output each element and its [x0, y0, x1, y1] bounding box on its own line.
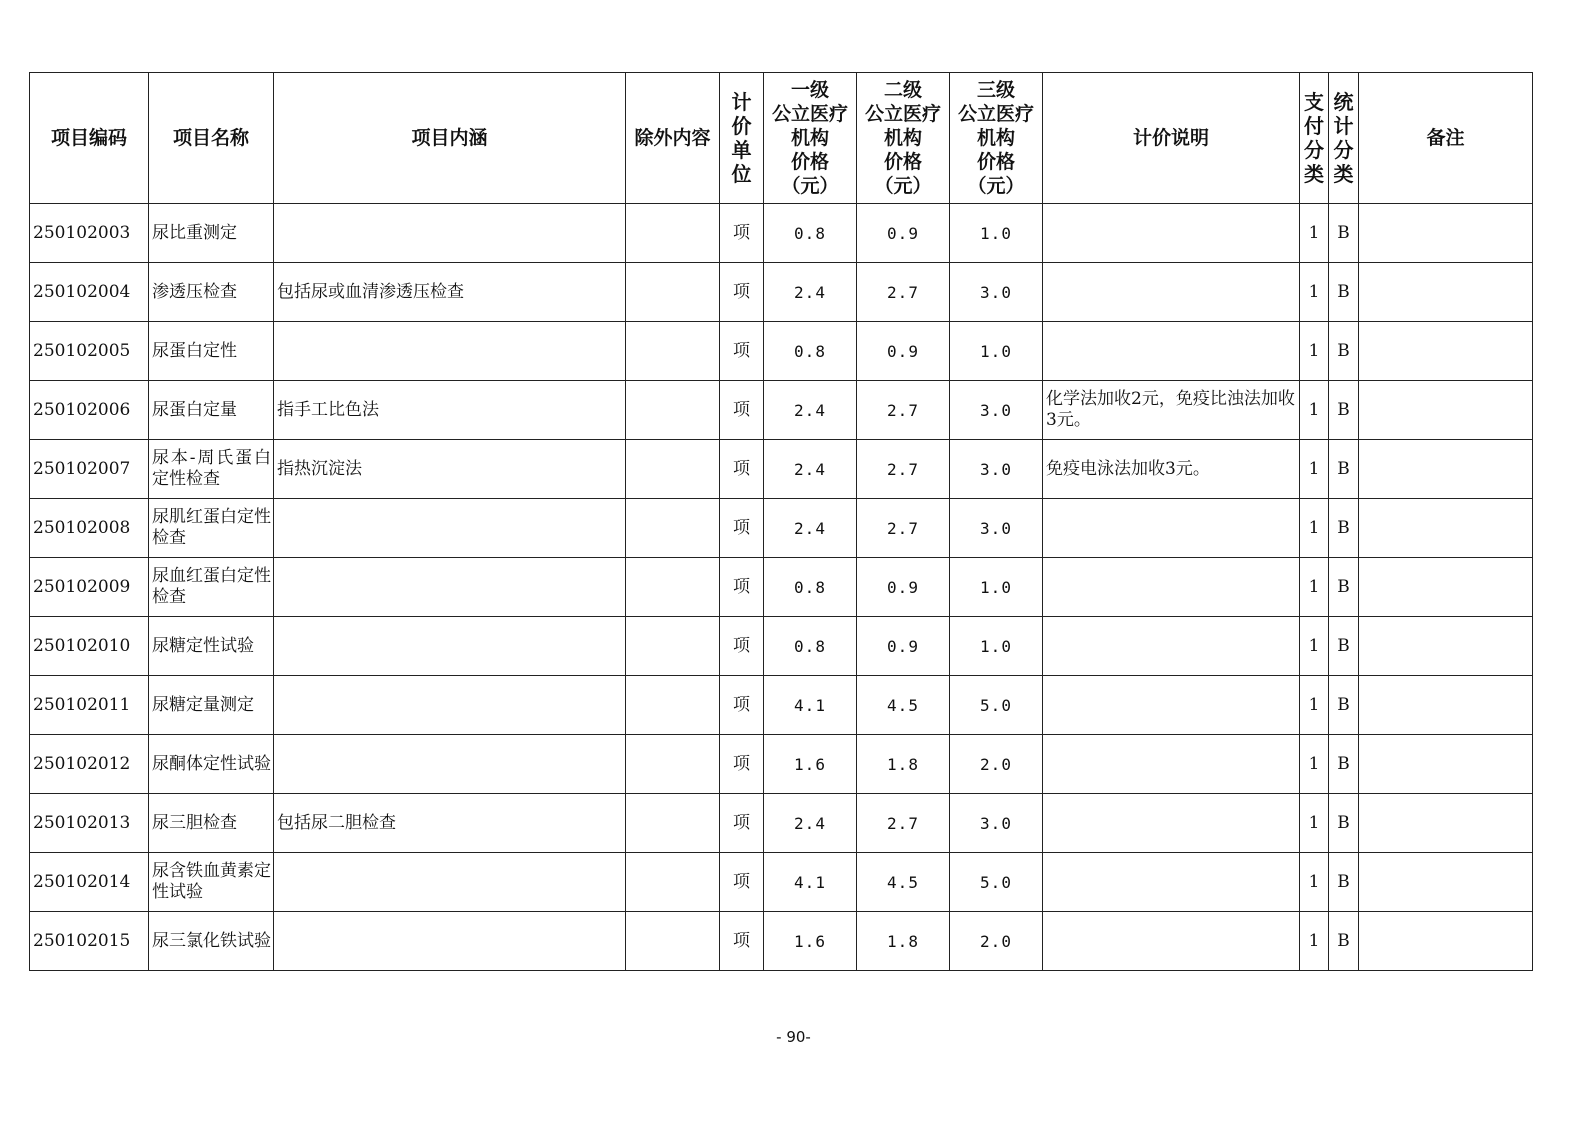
cell-pay-class: 1: [1300, 499, 1329, 558]
table-row: [30, 912, 1533, 971]
cell-remark: [1359, 912, 1533, 971]
cell-price-level2: 2.7: [857, 794, 950, 853]
cell-excluded: [626, 322, 720, 381]
cell-unit: 项: [720, 617, 764, 676]
cell-price-level1: 2.4: [764, 440, 857, 499]
cell-price-level1: 2.4: [764, 794, 857, 853]
header-price1-line: 一级: [790, 79, 829, 101]
cell-price-level3: 2.0: [950, 735, 1043, 794]
header-pricing-note: 计价说明: [1043, 73, 1300, 204]
cell-stat-class: B: [1329, 794, 1359, 853]
cell-pay-class: 1: [1300, 263, 1329, 322]
cell-price-level3: 2.0: [950, 912, 1043, 971]
cell-stat-class: B: [1329, 558, 1359, 617]
cell-content: [274, 322, 626, 381]
cell-content: [274, 853, 626, 912]
cell-excluded: [626, 499, 720, 558]
cell-price-level3: 3.0: [950, 263, 1043, 322]
cell-price-level2: 2.7: [857, 499, 950, 558]
cell-code: 250102009: [30, 558, 149, 617]
cell-price-level1: 4.1: [764, 676, 857, 735]
table-row: [30, 440, 1533, 499]
cell-unit: 项: [720, 676, 764, 735]
cell-pricing-note: [1043, 204, 1300, 263]
cell-price-level3: 1.0: [950, 558, 1043, 617]
cell-pricing-note: [1043, 912, 1300, 971]
cell-remark: [1359, 440, 1533, 499]
cell-pay-class: 1: [1300, 440, 1329, 499]
cell-price-level1: 0.8: [764, 204, 857, 263]
cell-pay-class: 1: [1300, 381, 1329, 440]
header-price3-line: （元）: [967, 175, 1025, 197]
table-row: [30, 794, 1533, 853]
cell-unit: 项: [720, 558, 764, 617]
cell-unit: 项: [720, 794, 764, 853]
cell-remark: [1359, 617, 1533, 676]
cell-name: 尿蛋白定量: [149, 381, 274, 440]
cell-name: 尿本-周氏蛋白定性检查: [149, 440, 274, 499]
header-price-level1: [764, 73, 857, 204]
cell-stat-class: B: [1329, 676, 1359, 735]
cell-content: 指热沉淀法: [274, 440, 626, 499]
cell-price-level2: 0.9: [857, 558, 950, 617]
header-excluded: 除外内容: [626, 73, 720, 204]
header-remark: 备注: [1359, 73, 1533, 204]
cell-name: 尿酮体定性试验: [149, 735, 274, 794]
header-price2-line: （元）: [874, 175, 932, 197]
cell-excluded: [626, 381, 720, 440]
cell-stat-class: B: [1329, 617, 1359, 676]
table-row: [30, 676, 1533, 735]
cell-remark: [1359, 263, 1533, 322]
header-price-level2: [857, 73, 950, 204]
cell-unit: 项: [720, 204, 764, 263]
cell-pay-class: 1: [1300, 558, 1329, 617]
table-row: [30, 322, 1533, 381]
cell-price-level2: 2.7: [857, 440, 950, 499]
cell-excluded: [626, 735, 720, 794]
cell-price-level1: 2.4: [764, 263, 857, 322]
header-name: 项目名称: [149, 73, 274, 204]
cell-code: 250102004: [30, 263, 149, 322]
cell-excluded: [626, 853, 720, 912]
table-row: [30, 204, 1533, 263]
cell-price-level1: 0.8: [764, 558, 857, 617]
cell-content: [274, 558, 626, 617]
header-content: 项目内涵: [274, 73, 626, 204]
cell-code: 250102007: [30, 440, 149, 499]
cell-pricing-note: [1043, 617, 1300, 676]
cell-stat-class: B: [1329, 322, 1359, 381]
header-price2-line: 二级: [883, 79, 922, 101]
cell-content: [274, 676, 626, 735]
cell-pricing-note: 化学法加收2元，免疫比浊法加收3元。: [1043, 381, 1300, 440]
cell-price-level2: 1.8: [857, 735, 950, 794]
cell-pay-class: 1: [1300, 735, 1329, 794]
cell-price-level3: 1.0: [950, 617, 1043, 676]
header-price2-line: 机构: [883, 127, 922, 149]
cell-pay-class: 1: [1300, 794, 1329, 853]
cell-excluded: [626, 794, 720, 853]
header-price1-line: 价格: [790, 151, 829, 173]
cell-pricing-note: [1043, 794, 1300, 853]
cell-remark: [1359, 794, 1533, 853]
cell-pay-class: 1: [1300, 617, 1329, 676]
cell-price-level3: 1.0: [950, 204, 1043, 263]
cell-price-level3: 3.0: [950, 440, 1043, 499]
table-row: [30, 617, 1533, 676]
cell-excluded: [626, 440, 720, 499]
fee-table: [29, 72, 1533, 971]
cell-excluded: [626, 558, 720, 617]
cell-price-level2: 2.7: [857, 381, 950, 440]
header-price3-line: 公立医疗: [957, 103, 1034, 125]
cell-code: 250102015: [30, 912, 149, 971]
cell-price-level2: 0.9: [857, 204, 950, 263]
cell-price-level2: 2.7: [857, 263, 950, 322]
cell-stat-class: B: [1329, 381, 1359, 440]
cell-remark: [1359, 204, 1533, 263]
table-row: [30, 263, 1533, 322]
cell-unit: 项: [720, 853, 764, 912]
cell-excluded: [626, 263, 720, 322]
cell-pricing-note: [1043, 499, 1300, 558]
cell-pricing-note: [1043, 322, 1300, 381]
cell-pricing-note: 免疫电泳法加收3元。: [1043, 440, 1300, 499]
header-price1-line: 公立医疗: [771, 103, 848, 125]
cell-stat-class: B: [1329, 735, 1359, 794]
cell-price-level1: 2.4: [764, 381, 857, 440]
cell-price-level3: 3.0: [950, 381, 1043, 440]
table-row: [30, 735, 1533, 794]
cell-code: 250102006: [30, 381, 149, 440]
cell-content: [274, 204, 626, 263]
cell-unit: 项: [720, 440, 764, 499]
cell-price-level3: 3.0: [950, 794, 1043, 853]
cell-stat-class: B: [1329, 204, 1359, 263]
cell-name: 尿蛋白定性: [149, 322, 274, 381]
cell-stat-class: B: [1329, 440, 1359, 499]
header-price2-line: 公立医疗: [864, 103, 941, 125]
table-row: [30, 381, 1533, 440]
cell-price-level2: 1.8: [857, 912, 950, 971]
cell-price-level1: 4.1: [764, 853, 857, 912]
cell-pricing-note: [1043, 558, 1300, 617]
cell-name: 尿三氯化铁试验: [149, 912, 274, 971]
cell-unit: 项: [720, 499, 764, 558]
cell-remark: [1359, 499, 1533, 558]
cell-pricing-note: [1043, 853, 1300, 912]
cell-price-level1: 2.4: [764, 499, 857, 558]
cell-price-level1: 0.8: [764, 617, 857, 676]
cell-pay-class: 1: [1300, 853, 1329, 912]
header-price2-line: 价格: [883, 151, 922, 173]
cell-pay-class: 1: [1300, 204, 1329, 263]
cell-remark: [1359, 381, 1533, 440]
cell-name: 尿三胆检查: [149, 794, 274, 853]
header-price-level3: [950, 73, 1043, 204]
cell-price-level3: 3.0: [950, 499, 1043, 558]
page-number: - 90-: [776, 1028, 811, 1046]
cell-pricing-note: [1043, 263, 1300, 322]
header-pay-class: 支 付 分 类: [1300, 73, 1329, 204]
cell-price-level2: 0.9: [857, 617, 950, 676]
cell-stat-class: B: [1329, 912, 1359, 971]
cell-price-level3: 1.0: [950, 322, 1043, 381]
cell-content: [274, 735, 626, 794]
cell-remark: [1359, 676, 1533, 735]
header-code: 项目编码: [30, 73, 149, 204]
cell-code: 250102011: [30, 676, 149, 735]
header-price3-line: 价格: [976, 151, 1015, 173]
cell-pricing-note: [1043, 735, 1300, 794]
cell-unit: 项: [720, 263, 764, 322]
cell-code: 250102008: [30, 499, 149, 558]
cell-excluded: [626, 204, 720, 263]
cell-pricing-note: [1043, 676, 1300, 735]
cell-price-level2: 4.5: [857, 853, 950, 912]
cell-code: 250102012: [30, 735, 149, 794]
cell-pay-class: 1: [1300, 912, 1329, 971]
header-row: [30, 73, 1533, 204]
cell-unit: 项: [720, 735, 764, 794]
table-row: [30, 558, 1533, 617]
cell-name: 尿糖定性试验: [149, 617, 274, 676]
cell-price-level1: 1.6: [764, 735, 857, 794]
cell-name: 尿血红蛋白定性检查: [149, 558, 274, 617]
table-body: [30, 204, 1533, 971]
cell-price-level2: 4.5: [857, 676, 950, 735]
cell-name: 尿糖定量测定: [149, 676, 274, 735]
cell-name: 尿肌红蛋白定性检查: [149, 499, 274, 558]
cell-unit: 项: [720, 381, 764, 440]
cell-price-level3: 5.0: [950, 853, 1043, 912]
cell-excluded: [626, 912, 720, 971]
cell-remark: [1359, 735, 1533, 794]
cell-remark: [1359, 322, 1533, 381]
cell-remark: [1359, 853, 1533, 912]
header-unit: 计 价 单 位: [720, 73, 764, 204]
cell-price-level1: 0.8: [764, 322, 857, 381]
cell-content: [274, 617, 626, 676]
cell-stat-class: B: [1329, 499, 1359, 558]
cell-pay-class: 1: [1300, 322, 1329, 381]
header-price1-line: （元）: [781, 175, 839, 197]
cell-excluded: [626, 617, 720, 676]
cell-name: 渗透压检查: [149, 263, 274, 322]
cell-price-level2: 0.9: [857, 322, 950, 381]
header-price3-line: 三级: [976, 79, 1015, 101]
cell-code: 250102010: [30, 617, 149, 676]
cell-code: 250102014: [30, 853, 149, 912]
header-stat-class: 统 计 分 类: [1329, 73, 1359, 204]
cell-content: [274, 912, 626, 971]
cell-pay-class: 1: [1300, 676, 1329, 735]
cell-name: 尿比重测定: [149, 204, 274, 263]
cell-content: 包括尿或血清渗透压检查: [274, 263, 626, 322]
cell-stat-class: B: [1329, 263, 1359, 322]
header-price1-line: 机构: [790, 127, 829, 149]
cell-unit: 项: [720, 912, 764, 971]
table-row: [30, 853, 1533, 912]
cell-code: 250102003: [30, 204, 149, 263]
cell-stat-class: B: [1329, 853, 1359, 912]
cell-code: 250102013: [30, 794, 149, 853]
cell-content: 指手工比色法: [274, 381, 626, 440]
cell-code: 250102005: [30, 322, 149, 381]
header-price3-line: 机构: [976, 127, 1015, 149]
cell-content: [274, 499, 626, 558]
cell-content: 包括尿二胆检查: [274, 794, 626, 853]
table-row: [30, 499, 1533, 558]
cell-excluded: [626, 676, 720, 735]
cell-price-level3: 5.0: [950, 676, 1043, 735]
cell-unit: 项: [720, 322, 764, 381]
cell-price-level1: 1.6: [764, 912, 857, 971]
cell-name: 尿含铁血黄素定性试验: [149, 853, 274, 912]
cell-remark: [1359, 558, 1533, 617]
